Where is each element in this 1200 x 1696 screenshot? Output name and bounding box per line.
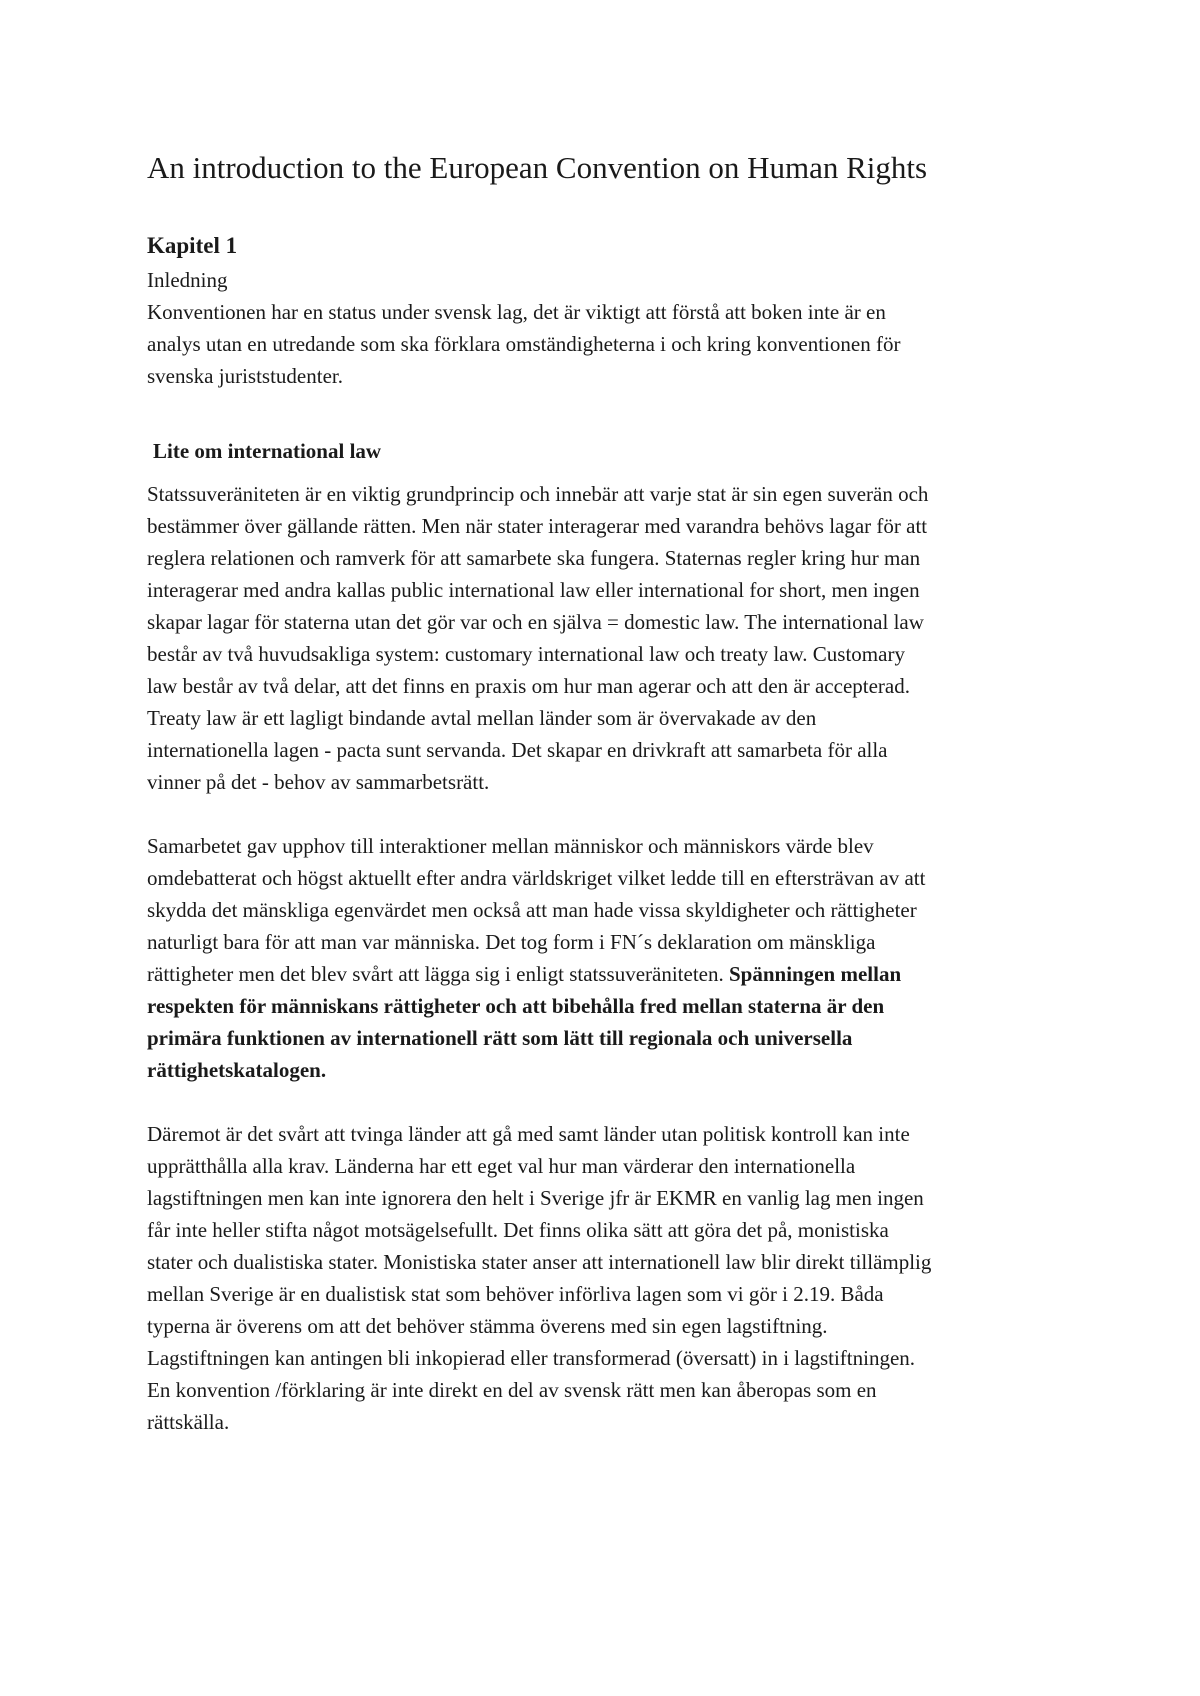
bold-paragraph-line: rättighetskatalogen. xyxy=(147,1058,327,1082)
paragraph-line: stater och dualistiska stater. Monistiska stater anser att internationell law blir direkt tillämplig xyxy=(147,1250,932,1274)
bold-paragraph-line: respekten för människans rättigheter och att bibehålla fred mellan staterna är den xyxy=(147,994,885,1018)
chapter-heading: Kapitel 1 xyxy=(147,233,238,258)
document-title: An introduction to the European Convention on Human Rights xyxy=(147,150,928,185)
paragraph-line-mixed xyxy=(147,958,1077,990)
paragraph-line: internationella lagen - pacta sunt servanda. Det skapar en drivkraft att samarbeta för alla xyxy=(147,738,888,762)
section-heading: Lite om international law xyxy=(153,439,382,463)
paragraph-line: naturligt bara för att man var människa. Det tog form i FN´s deklaration om mänskliga xyxy=(147,930,876,954)
paragraph-line: vinner på det - behov av sammarbetsrätt. xyxy=(147,770,490,794)
paragraph-line: Samarbetet gav upphov till interaktioner mellan människor och människors värde blev xyxy=(147,834,874,858)
paragraph-line: interagerar med andra kallas public international law eller international for short, men ingen xyxy=(147,578,920,602)
paragraph-statssuveranitet xyxy=(147,478,1077,798)
paragraph-line: skydda det mänskliga egenvärdet men också att man hade vissa skyldigheter och rättigheter xyxy=(147,898,917,922)
paragraph-line: omdebatterat och högst aktuellt efter andra världskriget vilket ledde till en eftersträvan av att xyxy=(147,866,926,890)
paragraph-samarbetet xyxy=(147,830,1077,1086)
paragraph-line: upprätthålla alla krav. Länderna har ett eget val hur man värderar den internationella xyxy=(147,1154,856,1178)
paragraph-line: mellan Sverige är en dualistisk stat som behöver införliva lagen som vi gör i 2.19. Båda xyxy=(147,1282,884,1306)
intro-line: analys utan en utredande som ska förklara omständigheterna i och kring konventionen för xyxy=(147,332,901,356)
intro-subheading: Inledning xyxy=(147,268,228,292)
regular-text: rättigheter men det blev svårt att lägga sig i enligt statssuveräniteten. xyxy=(147,962,729,986)
paragraph-line: law består av två delar, att det finns en praxis om hur man agerar och att den är accepterad. xyxy=(147,674,910,698)
bold-paragraph-line: primära funktionen av internationell rätt som lätt till regionala och universella xyxy=(147,1026,853,1050)
paragraph-line: typerna är överens om att det behöver stämma överens med sin egen lagstiftning. xyxy=(147,1314,828,1338)
paragraph-line: Statssuveräniteten är en viktig grundprincip och innebär att varje stat är sin egen suverän och xyxy=(147,482,929,506)
intro-block xyxy=(147,264,1077,392)
paragraph-line: får inte heller stifta något motsägelsefullt. Det finns olika sätt att göra det på, monistiska xyxy=(147,1218,889,1242)
paragraph-line: bestämmer över gällande rätten. Men när stater interagerar med varandra behövs lagar för att xyxy=(147,514,928,538)
paragraph-line: lagstiftningen men kan inte ignorera den helt i Sverige jfr är EKMR en vanlig lag men ingen xyxy=(147,1186,924,1210)
paragraph-line: Lagstiftningen kan antingen bli inkopierad eller transformerad (översatt) in i lagstiftningen. xyxy=(147,1346,916,1370)
intro-line: svenska juriststudenter. xyxy=(147,364,343,388)
paragraph-daremot xyxy=(147,1118,1077,1438)
paragraph-line: En konvention /förklaring är inte direkt en del av svensk rätt men kan åberopas som en xyxy=(147,1378,877,1402)
intro-line: Konventionen har en status under svensk lag, det är viktigt att förstå att boken inte är en xyxy=(147,300,886,324)
paragraph-line: består av två huvudsakliga system: customary international law och treaty law. Customary xyxy=(147,642,905,666)
paragraph-line: reglera relationen och ramverk för att samarbete ska fungera. Staternas regler kring hur man xyxy=(147,546,921,570)
paragraph-line: skapar lagar för staterna utan det gör var och en själva = domestic law. The international law xyxy=(147,610,924,634)
paragraph-line: Däremot är det svårt att tvinga länder att gå med samt länder utan politisk kontroll kan inte xyxy=(147,1122,910,1146)
paragraph-line: rättskälla. xyxy=(147,1410,230,1434)
bold-text: Spänningen mellan xyxy=(729,962,902,986)
paragraph-line: Treaty law är ett lagligt bindande avtal mellan länder som är övervakade av den xyxy=(147,706,817,730)
